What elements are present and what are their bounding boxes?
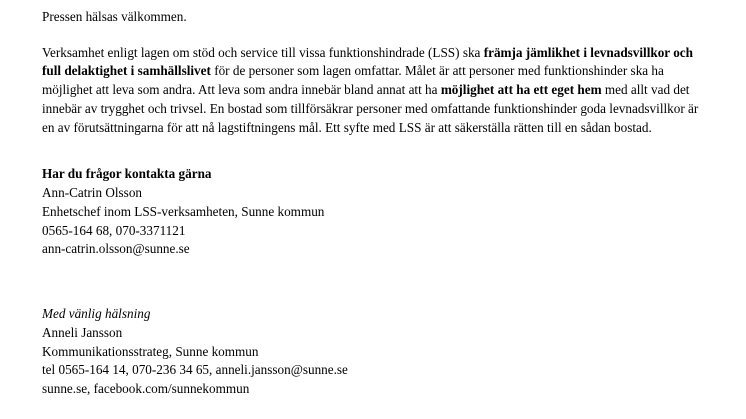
contact-block (42, 184, 706, 259)
signature-contact: tel 0565-164 14, 070-236 34 65, anneli.jansson@sunne.se (42, 362, 348, 378)
contact-heading: Har du frågor kontakta gärna (42, 166, 212, 182)
contact-phone: 0565-164 68, 070-3371121 (42, 222, 186, 238)
contact-email: ann-catrin.olsson@sunne.se (42, 241, 190, 257)
signature-block (42, 324, 706, 399)
main-paragraph-part3: med allt vad det innebär av trygghet och trivsel. En bostad som tillförsäkrar personer med omfattande funktionshinder goda levnadsvillkor är en av förutsättningarna för att nå lagstiftningens mål. Ett syfte med LSS är att säkerställa rätten till en sådan bostad. (42, 82, 699, 135)
main-paragraph (42, 44, 706, 138)
document-body (42, 8, 706, 399)
signature-web: sunne.se, facebook.com/sunnekommun (42, 381, 250, 397)
sign-off: Med vänlig hälsning (42, 306, 151, 322)
signature-role: Kommunikationsstrateg, Sunne kommun (42, 343, 259, 359)
main-paragraph-bold1: främja jämlikhet i levnadsvillkor och full delaktighet i samhällslivet (42, 44, 693, 79)
signature-name: Anneli Jansson (42, 324, 123, 340)
section-spacer (42, 279, 706, 305)
main-paragraph-bold2: möjlighet att ha ett eget hem (440, 82, 602, 98)
main-paragraph-part1: Verksamhet enligt lagen om stöd och service till vissa funktionshindrade (LSS) ska (42, 44, 484, 60)
intro-paragraph: Pressen hälsas välkommen. (42, 9, 187, 24)
main-paragraph-part2: för de personer som lagen omfattar. Målet är att personer med funktionshinder ska ha möjlighet att leva som andra. Att leva som andra innebär bland annat att ha (42, 63, 664, 98)
contact-name: Ann-Catrin Olsson (42, 185, 143, 201)
contact-role: Enhetschef inom LSS-verksamheten, Sunne kommun (42, 203, 325, 219)
